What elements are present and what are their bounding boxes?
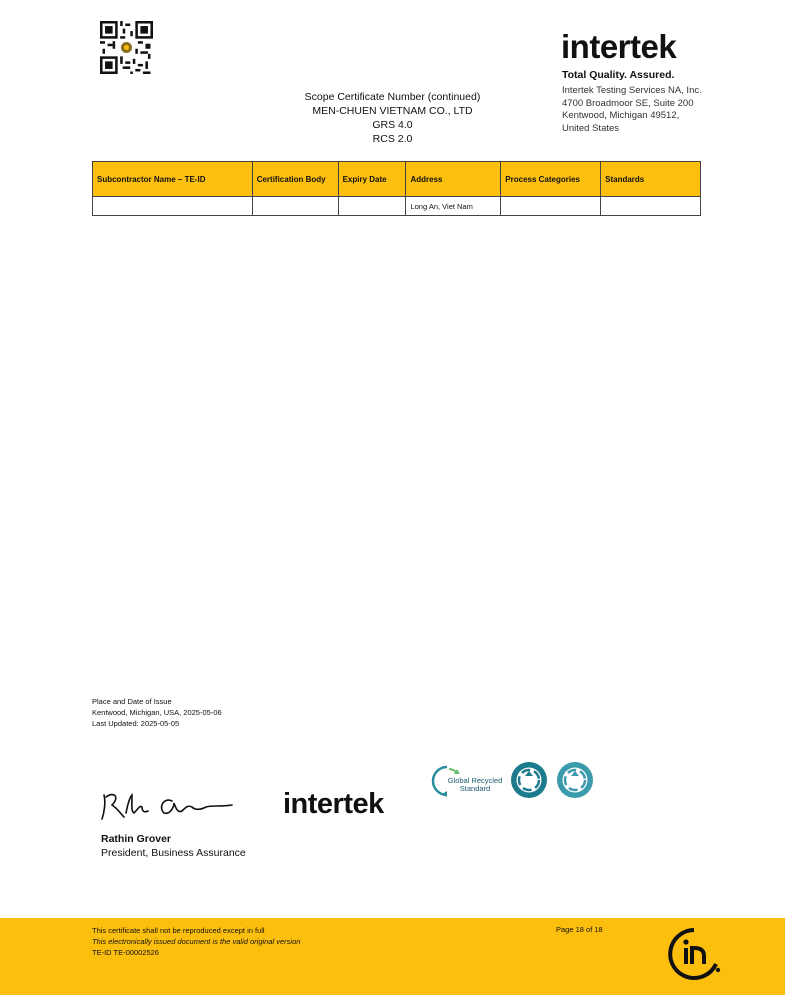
- footer-notice: [92, 925, 300, 958]
- address-line: United States: [562, 122, 620, 134]
- certificate-title: [260, 90, 525, 146]
- page-number: Page 18 of 18: [556, 925, 603, 934]
- column-header: Process Categories: [501, 162, 601, 197]
- intertek-logo-seal: intertek: [283, 788, 384, 820]
- standard-rcs: RCS 2.0: [372, 133, 413, 145]
- qr-code-icon: [100, 21, 153, 74]
- title-line: Scope Certificate Number (continued): [304, 91, 481, 103]
- column-header: Certification Body: [252, 162, 338, 197]
- recycled-claim-badge-icon: [510, 761, 548, 799]
- issue-info: [92, 696, 222, 729]
- last-updated: Last Updated: 2025-05-05: [92, 719, 180, 728]
- grs-line1: Global Recycled: [447, 776, 503, 785]
- issue-label: Place and Date of Issue: [92, 697, 172, 706]
- table-cell: [601, 197, 701, 216]
- grs-line2: Standard: [459, 784, 491, 793]
- signature-icon: [98, 783, 238, 823]
- signer-title: President, Business Assurance: [101, 847, 246, 859]
- grs-logo-icon: [429, 763, 505, 797]
- table-cell: [252, 197, 338, 216]
- table-header-row: [93, 162, 701, 197]
- column-header: Expiry Date: [338, 162, 406, 197]
- logo-tagline: Total Quality. Assured.: [562, 69, 675, 81]
- standard-grs: GRS 4.0: [372, 119, 413, 131]
- address-line: 4700 Broadmoor SE, Suite 200: [562, 97, 694, 109]
- issuer-address: [562, 85, 702, 135]
- intertek-in-icon: [664, 926, 724, 982]
- issue-place-date: Kentwood, Michigan, USA, 2025-05-06: [92, 708, 222, 717]
- signer-name: Rathin Grover: [101, 833, 172, 845]
- column-header: Address: [406, 162, 501, 197]
- footer-te-id: TE-ID TE-00002526: [92, 948, 159, 957]
- address-line: Intertek Testing Services NA, Inc.: [562, 85, 702, 96]
- table-cell: [93, 197, 253, 216]
- signer-block: [101, 832, 246, 860]
- table-row: [93, 197, 701, 216]
- table-cell: [338, 197, 406, 216]
- column-header: Standards: [601, 162, 701, 197]
- subcontractor-table: [92, 161, 701, 216]
- column-header: Subcontractor Name – TE-ID: [93, 162, 253, 197]
- footer-line: This certificate shall not be reproduced except in full: [92, 926, 265, 935]
- intertek-logo: intertek: [561, 28, 677, 65]
- recycled-blended-badge-icon: [556, 761, 594, 799]
- table-cell: [501, 197, 601, 216]
- footer-line: This electronically issued document is the valid original version: [92, 937, 301, 946]
- table-cell: Long An, Viet Nam: [406, 197, 501, 216]
- company-name: MEN-CHUEN VIETNAM CO., LTD: [312, 105, 473, 117]
- address-line: Kentwood, Michigan 49512,: [562, 110, 680, 121]
